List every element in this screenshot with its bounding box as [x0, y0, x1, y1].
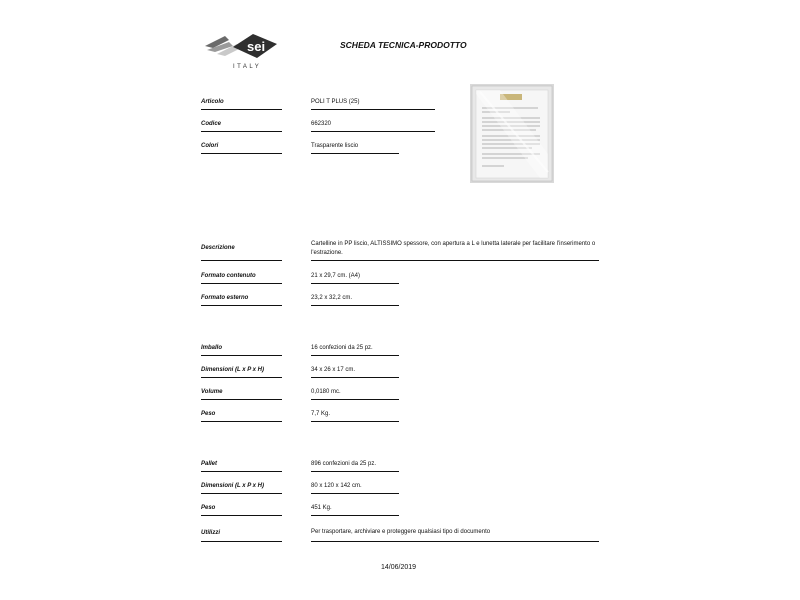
- label-imballo: Imballo: [201, 345, 223, 351]
- value-underline: [311, 471, 399, 472]
- value-underline: [311, 541, 599, 542]
- document-date: 14/06/2019: [381, 564, 417, 571]
- label-underline: [201, 377, 282, 378]
- value-underline: [311, 153, 399, 154]
- value-underline: [311, 421, 399, 422]
- label-descrizione: Descrizione: [201, 245, 235, 251]
- value-underline: [311, 377, 399, 378]
- value-underline: [311, 493, 399, 494]
- label-dimensioni-imballo: Dimensioni (L x P x H): [201, 367, 265, 373]
- label-underline: [201, 421, 282, 422]
- value-formato-esterno: 23,2 x 32,2 cm.: [311, 295, 353, 301]
- label-underline: [201, 471, 282, 472]
- label-underline: [201, 493, 282, 494]
- value-underline: [311, 515, 399, 516]
- value-colori: Trasparente liscio: [311, 143, 359, 149]
- value-imballo: 16 confezioni da 25 pz.: [311, 345, 373, 351]
- label-utilizzi: Utilizzi: [201, 530, 220, 536]
- value-peso-pallet: 451 Kg.: [311, 505, 332, 511]
- label-underline: [201, 131, 282, 132]
- value-underline: [311, 131, 435, 132]
- value-formato-contenuto: 21 x 29,7 cm. (A4): [311, 273, 361, 279]
- label-pallet: Pallet: [201, 461, 218, 467]
- company-logo: [203, 30, 283, 76]
- sei-logo-mark: [203, 30, 283, 64]
- value-underline: [311, 305, 399, 306]
- label-formato-esterno: Formato esterno: [201, 295, 249, 301]
- label-underline: [201, 399, 282, 400]
- value-codice: 662320: [311, 121, 332, 127]
- product-image: [470, 84, 554, 183]
- label-colori: Colori: [201, 143, 219, 149]
- value-pallet: 896 confezioni da 25 pz.: [311, 461, 377, 467]
- label-formato-contenuto: Formato contenuto: [201, 273, 256, 279]
- value-volume: 0,0180 mc.: [311, 389, 341, 395]
- value-dimensioni-imballo: 34 x 26 x 17 cm.: [311, 367, 356, 373]
- value-underline: [311, 283, 399, 284]
- label-underline: [201, 541, 282, 542]
- label-underline: [201, 305, 282, 306]
- label-peso-imballo: Peso: [201, 411, 216, 417]
- value-underline: [311, 399, 399, 400]
- label-codice: Codice: [201, 121, 222, 127]
- label-underline: [201, 109, 282, 110]
- label-dimensioni-pallet: Dimensioni (L x P x H): [201, 483, 265, 489]
- label-volume: Volume: [201, 389, 223, 395]
- value-descrizione: Cartelline in PP liscio, ALTISSIMO spessore, con apertura a L e lunetta laterale per facilitare l'inserimento o l'estrazione.: [311, 241, 596, 256]
- value-utilizzi: Per trasportare, archiviare e proteggere qualsiasi tipo di documento: [311, 529, 491, 535]
- label-peso-pallet: Peso: [201, 505, 216, 511]
- label-articolo: Articolo: [201, 99, 224, 105]
- value-peso-imballo: 7,7 Kg.: [311, 411, 331, 417]
- label-underline: [201, 153, 282, 154]
- value-underline: [311, 109, 435, 110]
- value-underline: [311, 355, 399, 356]
- value-articolo: POLI T PLUS (25): [311, 99, 360, 105]
- logo-text: sei: [247, 39, 266, 54]
- label-underline: [201, 355, 282, 356]
- label-underline: [201, 283, 282, 284]
- value-dimensioni-pallet: 80 x 120 x 142 cm.: [311, 483, 362, 489]
- document-title: SCHEDA TECNICA-PRODOTTO: [340, 40, 467, 50]
- label-underline: [201, 260, 282, 261]
- value-underline: [311, 260, 599, 261]
- logo-subtitle: ITALY: [233, 64, 262, 70]
- label-underline: [201, 515, 282, 516]
